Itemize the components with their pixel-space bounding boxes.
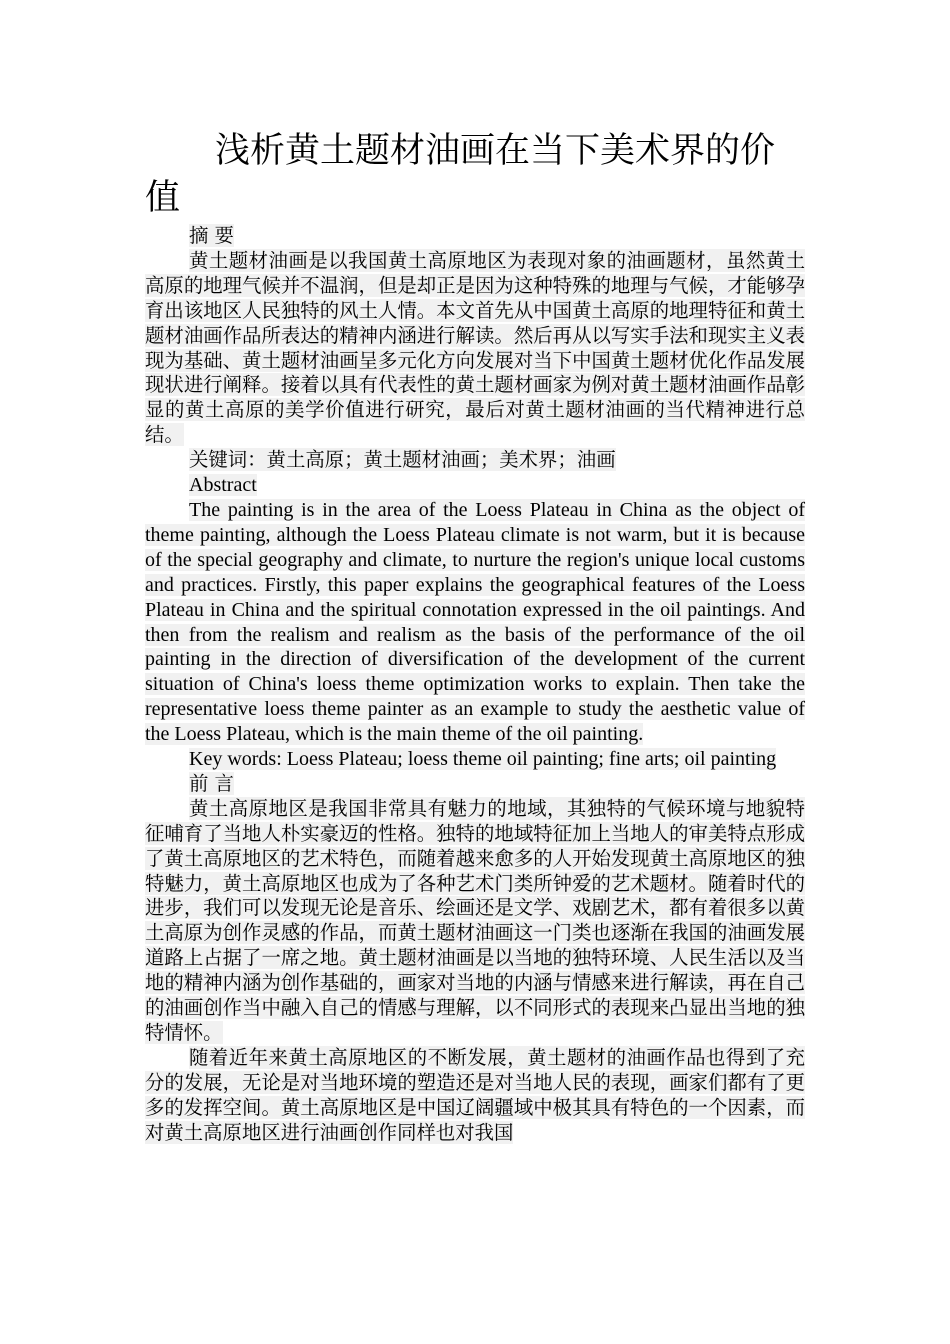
abstract-heading: 摘 要 — [189, 224, 234, 247]
abstract-en-heading: Abstract — [189, 474, 257, 497]
preface-paragraph-1: 黄土高原地区是我国非常具有魅力的地域，其独特的气候环境与地貌特征哺育了当地人朴实豪迈的性格。独特的地域特征加上当地人的审美特点形成了黄土高原地区的艺术特色，而随着越来愈多的人开始发现黄土高原地区的独特魅力，黄土高原地区也成为了各种艺术门类所钟爱的艺术题材。随着时代的进步，我们可以发现无论是音乐、绘画还是文学、戏剧艺术，都有着很多以黄土高原为创作灵感的作品，而黄土题材油画这一门类也逐渐在我国的油画发展道路上占据了一席之地。黄土题材油画是以当地的独特环境、人民生活以及当地的精神内涵为创作基础的，画家对当地的内涵与情感来进行解读，再在自己的油画创作当中融入自己的情感与理解，以不同形式的表现来凸显出当地的独特情怀。 — [145, 796, 805, 1044]
preface-paragraph-2: 随着近年来黄土高原地区的不断发展，黄土题材的油画作品也得到了充分的发展，无论是对当地环境的塑造还是对当地人民的表现，画家们都有了更多的发挥空间。黄土高原地区是中国辽阔疆域中极其具有特色的一个因素，而对黄土高原地区进行油画创作同样也对我国 — [145, 1045, 805, 1144]
preface-heading: 前 言 — [189, 771, 234, 795]
document-page — [145, 128, 805, 1146]
keywords-zh: 关键词：黄土高原；黄土题材油画；美术界；油画 — [189, 448, 616, 472]
document-title: 浅析黄土题材油画在当下美术界的价值 — [145, 131, 776, 218]
abstract-zh: 黄土题材油画是以我国黄土高原地区为表现对象的油画题材，虽然黄土高原的地理气候并不温润，但是却正是因为这种特殊的地理与气候，才能够孕育出该地区人民独特的风土人情。本文首先从中国黄土高原的地理特征和黄土题材油画作品所表达的精神内涵进行解读。然后再从以写实手法和现实主义表现为基础、黄土题材油画呈多元化方向发展对当下中国黄土题材优化作品发展现状进行阐释。接着以具有代表性的黄土题材画家为例对黄土题材油画作品彰显的黄土高原的美学价值进行研究，最后对黄土题材油画的当代精神进行总结。 — [145, 248, 805, 447]
keywords-en: Key words: Loess Plateau; loess theme oil painting; fine arts; oil painting — [189, 748, 777, 771]
abstract-en: The painting is in the area of the Loess Plateau in China as the object of theme painting, although the Loess Plateau climate is not warm, but it is because of the special geography and climate, to nurture the region's unique local customs and practices. Firstly, this paper explains the geographical features of the Loess Plateau in China and the spiritual connotation expressed in the oil paintings. And then from the realism and realism as the basis of the performance of the oil painting in the direction of diversification of the development of the current situation of China's loess theme optimization works to explain. Then take the representative loess theme painter as an example to study the aesthetic value of the Loess Plateau, which is the main theme of the oil painting. — [145, 498, 805, 746]
